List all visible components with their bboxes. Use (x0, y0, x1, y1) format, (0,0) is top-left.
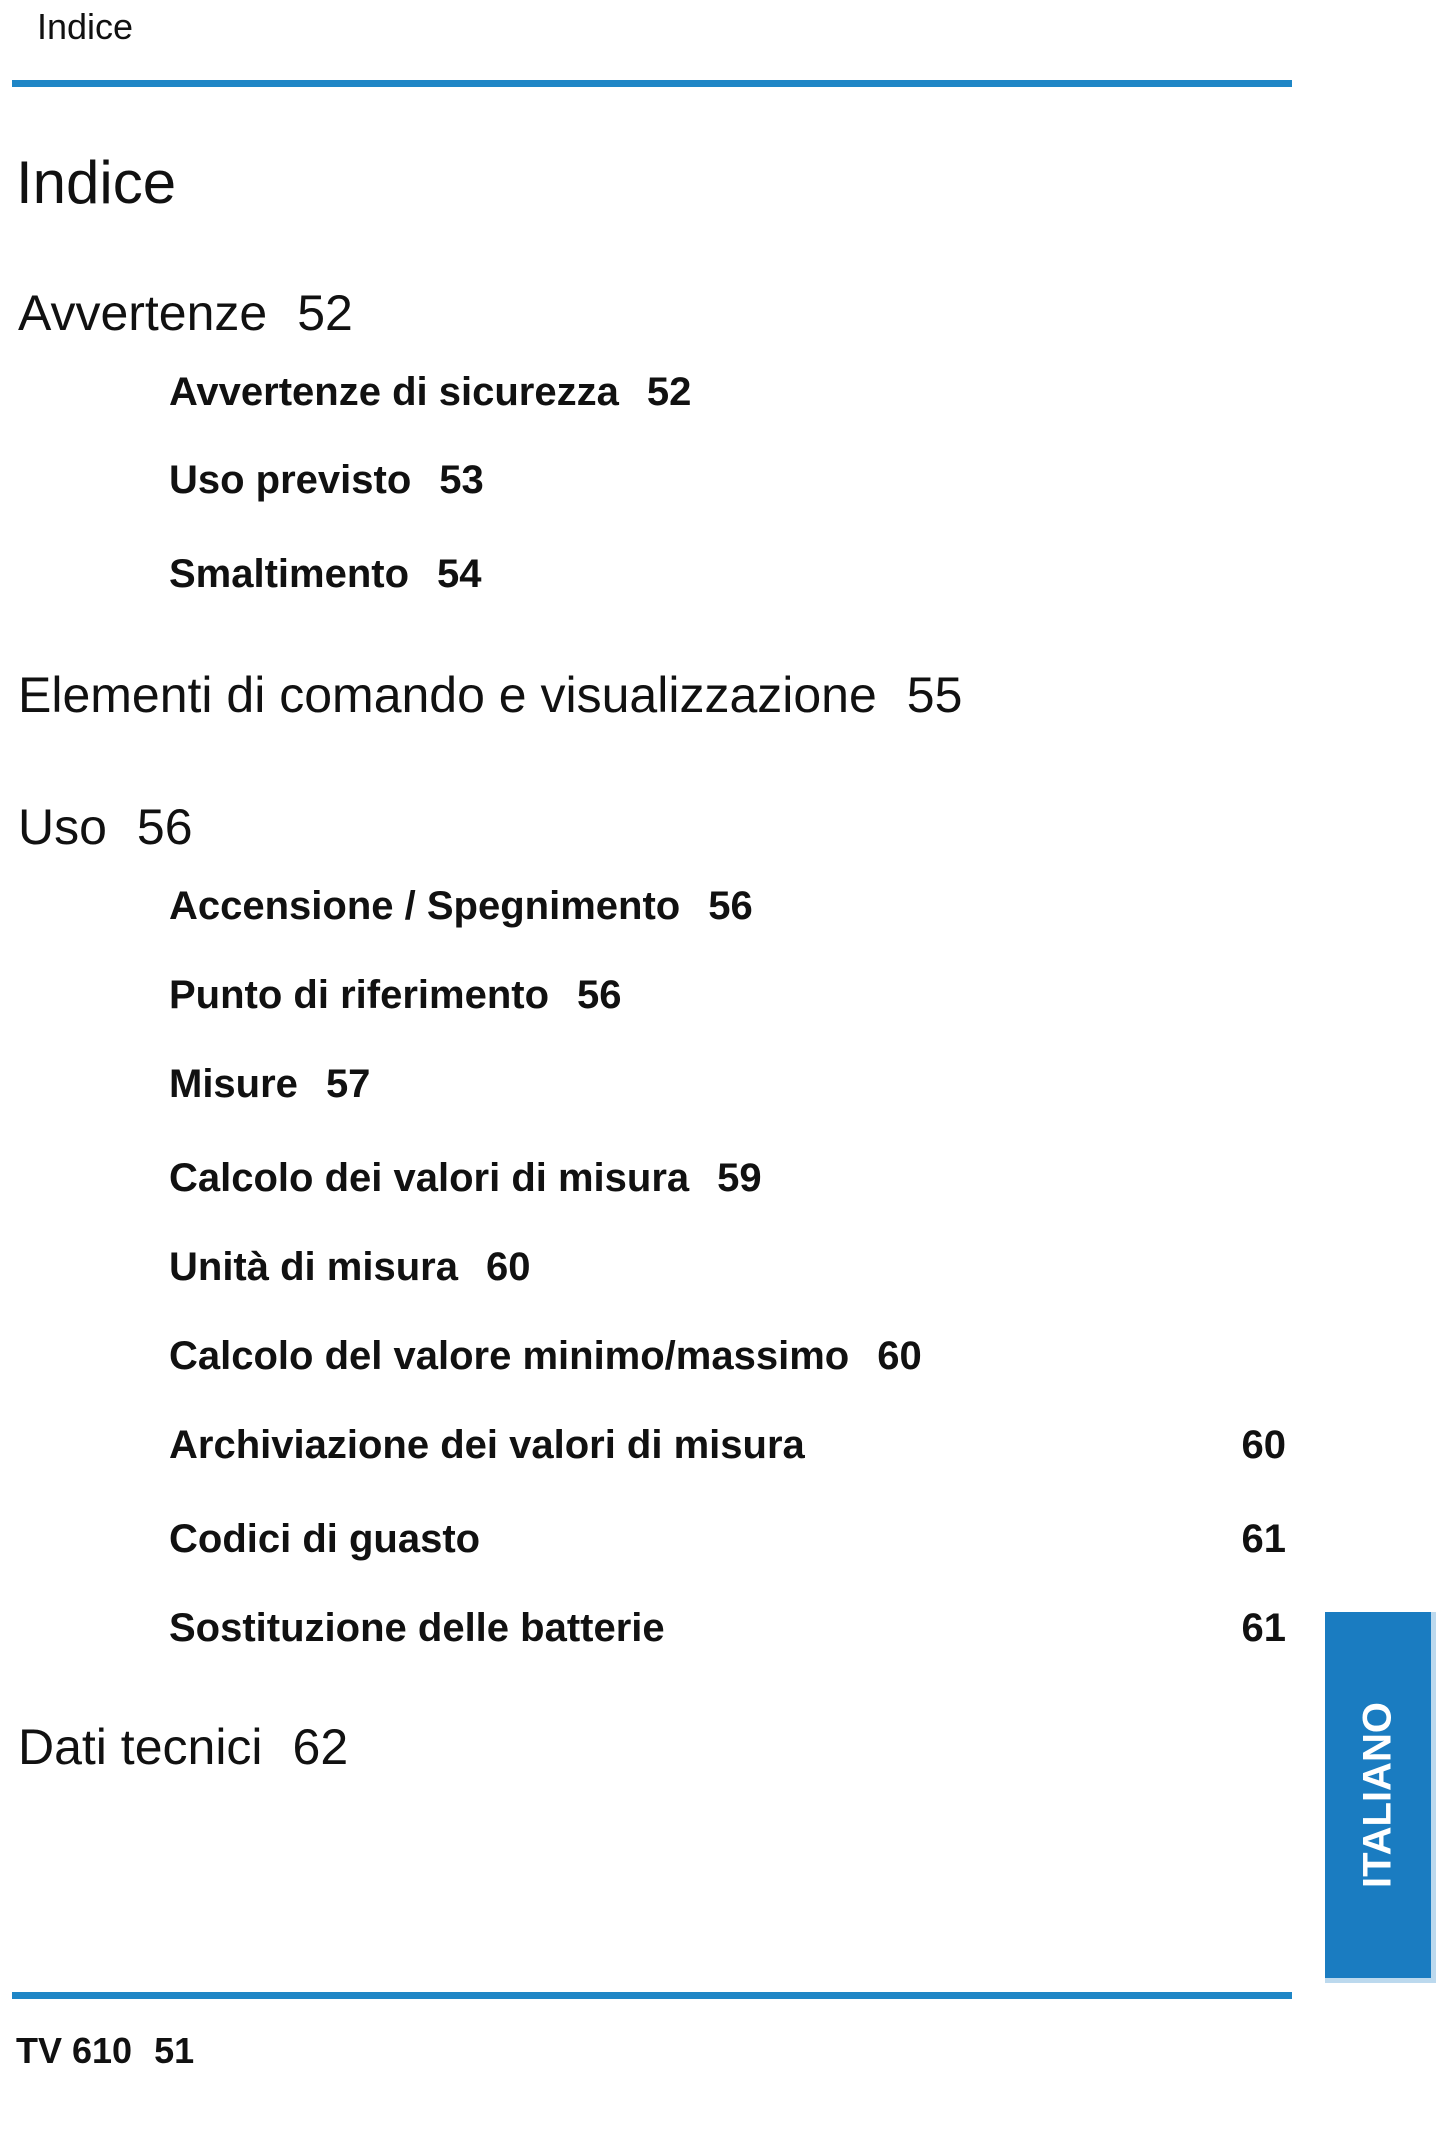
toc-item-label: Smaltimento (169, 552, 410, 596)
toc-item-page: 53 (439, 458, 484, 502)
toc-item-label: Calcolo del valore minimo/massimo (169, 1334, 850, 1378)
toc-item-minimo-massimo[interactable] (169, 1334, 922, 1379)
toc-item-label: Archiviazione dei valori di misura (169, 1423, 805, 1467)
toc-item-label: Calcolo dei valori di misura (169, 1156, 690, 1200)
toc-item-label: Unità di misura (169, 1245, 458, 1289)
toc-item-calcolo-valori[interactable] (169, 1156, 762, 1201)
toc-section-label: Elementi di comando e visualizzazione (18, 667, 877, 723)
toc-item-page: 60 (485, 1245, 531, 1289)
toc-item-codici-guasto[interactable] (169, 1517, 480, 1562)
toc-section-page: 62 (292, 1719, 349, 1775)
toc-item-page: 52 (646, 370, 692, 414)
running-header: Indice (37, 6, 134, 47)
toc-section-page: 55 (906, 667, 963, 723)
toc-section-page: 56 (136, 799, 193, 855)
toc-item-misure[interactable] (169, 1062, 370, 1107)
toc-item-sostituzione-batterie[interactable] (169, 1606, 665, 1651)
toc-item-page: 56 (577, 973, 622, 1017)
toc-section-elementi-comando[interactable] (18, 666, 962, 724)
toc-item-archiviazione[interactable] (169, 1423, 805, 1468)
footer-rule (12, 1992, 1292, 1999)
footer-page-number: 51 (154, 2030, 195, 2071)
toc-item-page: 57 (325, 1062, 371, 1106)
toc-item-smaltimento[interactable] (169, 552, 482, 597)
toc-item-label: Codici di guasto (169, 1517, 481, 1561)
toc-section-page: 52 (297, 285, 353, 341)
toc-item-label: Avvertenze di sicurezza (169, 370, 619, 414)
toc-item-label: Misure (169, 1062, 298, 1106)
toc-section-dati-tecnici[interactable] (18, 1718, 348, 1776)
toc-section-label: Avvertenze (18, 285, 268, 341)
toc-item-page: 60 (877, 1334, 922, 1378)
toc-section-label: Dati tecnici (18, 1719, 263, 1775)
toc-item-unita-misura[interactable] (169, 1245, 530, 1290)
toc-item-page: 54 (437, 552, 482, 596)
footer-model: TV 610 (16, 2030, 133, 2071)
toc-item-page: 56 (708, 884, 753, 928)
toc-item-label: Punto di riferimento (169, 973, 549, 1017)
toc-item-page: 61 (1241, 1606, 1286, 1650)
toc-section-uso[interactable] (18, 798, 193, 856)
toc-item-page: 60 (1241, 1423, 1286, 1467)
toc-item-uso-previsto[interactable] (169, 458, 484, 503)
toc-item-page: 59 (717, 1156, 762, 1200)
header-rule (12, 80, 1292, 87)
toc-item-label: Sostituzione delle batterie (169, 1606, 665, 1650)
toc-item-avvertenze-sicurezza[interactable] (169, 370, 691, 415)
language-tab-label: ITALIANO (1355, 1702, 1400, 1888)
toc-item-accensione[interactable] (169, 884, 753, 929)
language-tab (1325, 1612, 1436, 1983)
toc-section-avvertenze[interactable] (18, 284, 353, 342)
footer (16, 2030, 194, 2072)
toc-item-label: Uso previsto (169, 458, 412, 502)
toc-item-label: Accensione / Spegnimento (169, 884, 681, 928)
toc-item-page: 61 (1241, 1517, 1286, 1561)
toc-item-punto-riferimento[interactable] (169, 973, 622, 1018)
page-title: Indice (16, 149, 177, 216)
toc-section-label: Uso (18, 799, 107, 855)
